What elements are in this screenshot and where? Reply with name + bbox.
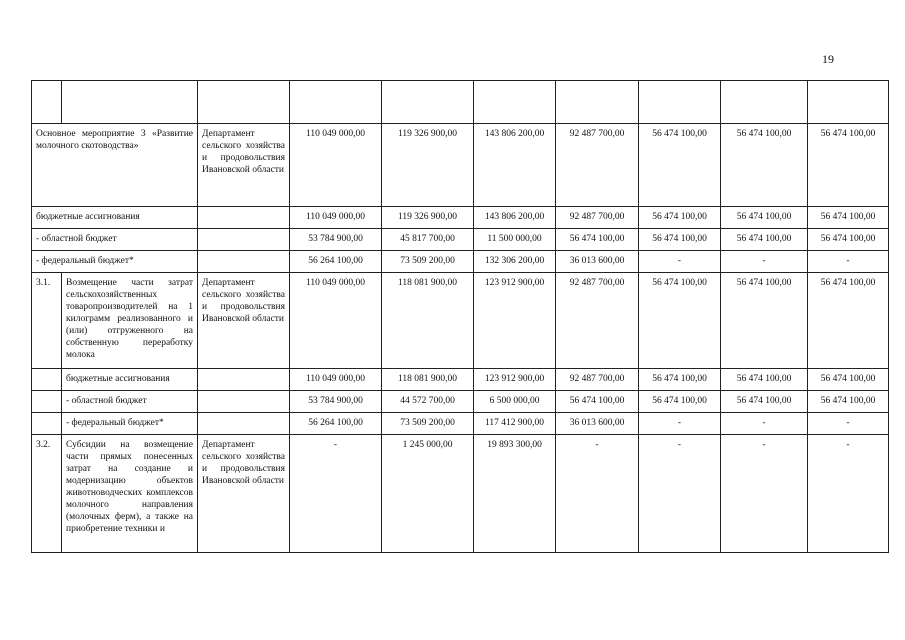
amount-cell: 56 474 100,00 xyxy=(721,273,808,369)
amount-cell: 56 474 100,00 xyxy=(556,391,639,413)
table-cell xyxy=(639,81,721,124)
amount-cell: 56 474 100,00 xyxy=(639,207,721,229)
page-number: 19 xyxy=(822,52,834,66)
responsible-department xyxy=(198,207,290,229)
table-cell xyxy=(556,81,639,124)
amount-cell: 6 500 000,00 xyxy=(474,391,556,413)
table-cell xyxy=(808,81,889,124)
amount-cell: - xyxy=(721,413,808,435)
amount-cell: 56 474 100,00 xyxy=(808,229,889,251)
amount-cell: 132 306 200,00 xyxy=(474,251,556,273)
amount-cell: 56 474 100,00 xyxy=(808,391,889,413)
table-cell xyxy=(62,81,198,124)
funding-source-label: - областной бюджет xyxy=(62,391,198,413)
amount-cell: 56 474 100,00 xyxy=(721,207,808,229)
amount-cell: 92 487 700,00 xyxy=(556,207,639,229)
amount-cell: 56 474 100,00 xyxy=(721,391,808,413)
amount-cell: 56 474 100,00 xyxy=(721,124,808,207)
amount-cell: 92 487 700,00 xyxy=(556,124,639,207)
table-cell xyxy=(32,391,62,413)
amount-cell: 92 487 700,00 xyxy=(556,273,639,369)
amount-cell: 56 474 100,00 xyxy=(721,369,808,391)
amount-cell: 36 013 600,00 xyxy=(556,413,639,435)
amount-cell: 73 509 200,00 xyxy=(382,413,474,435)
table-cell xyxy=(32,369,62,391)
amount-cell: 123 912 900,00 xyxy=(474,369,556,391)
responsible-department: Департамент сельского хозяйства и продовольствия Ивановской области xyxy=(198,435,290,553)
amount-cell: 143 806 200,00 xyxy=(474,207,556,229)
amount-cell: 118 081 900,00 xyxy=(382,369,474,391)
table-cell xyxy=(290,81,382,124)
amount-cell: 119 326 900,00 xyxy=(382,124,474,207)
amount-cell: 56 474 100,00 xyxy=(721,229,808,251)
amount-cell: 36 013 600,00 xyxy=(556,251,639,273)
table-cell xyxy=(721,81,808,124)
responsible-department xyxy=(198,229,290,251)
amount-cell: 56 474 100,00 xyxy=(639,273,721,369)
funding-source-label: бюджетные ассигнования xyxy=(62,369,198,391)
table-row xyxy=(32,229,889,251)
amount-cell: - xyxy=(639,413,721,435)
amount-cell: 119 326 900,00 xyxy=(382,207,474,229)
amount-cell: 110 049 000,00 xyxy=(290,207,382,229)
activity-description-cell xyxy=(62,435,198,553)
table-row xyxy=(32,273,889,369)
amount-cell: 56 474 100,00 xyxy=(808,273,889,369)
amount-cell: 56 474 100,00 xyxy=(808,124,889,207)
responsible-department: Департамент сельского хозяйства и продовольствия Ивановской области xyxy=(198,124,290,207)
item-number: 3.1. xyxy=(32,273,62,369)
table-cell xyxy=(198,81,290,124)
amount-cell: 73 509 200,00 xyxy=(382,251,474,273)
amount-cell: 123 912 900,00 xyxy=(474,273,556,369)
amount-cell: - xyxy=(290,435,382,553)
table-row xyxy=(32,369,889,391)
amount-cell: 44 572 700,00 xyxy=(382,391,474,413)
amount-cell: 56 474 100,00 xyxy=(808,207,889,229)
table-row xyxy=(32,435,889,553)
amount-cell: - xyxy=(639,251,721,273)
table-cell xyxy=(32,413,62,435)
amount-cell: - xyxy=(808,413,889,435)
amount-cell: - xyxy=(721,435,808,553)
amount-cell: 11 500 000,00 xyxy=(474,229,556,251)
table-row xyxy=(32,207,889,229)
amount-cell: 56 474 100,00 xyxy=(639,124,721,207)
amount-cell: 53 784 900,00 xyxy=(290,229,382,251)
responsible-department xyxy=(198,413,290,435)
responsible-department: Департамент сельского хозяйства и продовольствия Ивановской области xyxy=(198,273,290,369)
amount-cell: 92 487 700,00 xyxy=(556,369,639,391)
amount-cell: 56 474 100,00 xyxy=(639,229,721,251)
amount-cell: 143 806 200,00 xyxy=(474,124,556,207)
amount-cell: 110 049 000,00 xyxy=(290,273,382,369)
amount-cell: 56 264 100,00 xyxy=(290,413,382,435)
amount-cell: - xyxy=(721,251,808,273)
responsible-department xyxy=(198,251,290,273)
funding-source-label: - областной бюджет xyxy=(32,229,198,251)
amount-cell: 110 049 000,00 xyxy=(290,124,382,207)
amount-cell: 53 784 900,00 xyxy=(290,391,382,413)
amount-cell: 117 412 900,00 xyxy=(474,413,556,435)
table-row-empty xyxy=(32,81,889,124)
funding-source-label: - федеральный бюджет* xyxy=(32,251,198,273)
table-cell xyxy=(474,81,556,124)
amount-cell: 1 245 000,00 xyxy=(382,435,474,553)
amount-cell: - xyxy=(556,435,639,553)
amount-cell: 110 049 000,00 xyxy=(290,369,382,391)
item-number: 3.2. xyxy=(32,435,62,553)
amount-cell: 45 817 700,00 xyxy=(382,229,474,251)
responsible-department xyxy=(198,391,290,413)
table-cell xyxy=(382,81,474,124)
amount-cell: - xyxy=(808,435,889,553)
table-row xyxy=(32,391,889,413)
table-row xyxy=(32,124,889,207)
amount-cell: 56 474 100,00 xyxy=(639,391,721,413)
amount-cell: - xyxy=(808,251,889,273)
budget-table xyxy=(31,80,889,553)
table-row xyxy=(32,413,889,435)
responsible-department xyxy=(198,369,290,391)
funding-source-label: - федеральный бюджет* xyxy=(62,413,198,435)
activity-description: Возмещение части затрат сельскохозяйственных товаропроизводителей на 1 килограмм реализованного и (или) отгруженного на собственную переработку молока xyxy=(62,273,198,369)
activity-description: Основное мероприятие 3 «Развитие молочного скотоводства» xyxy=(32,124,198,207)
table-cell xyxy=(32,81,62,124)
amount-cell: 118 081 900,00 xyxy=(382,273,474,369)
amount-cell: 56 474 100,00 xyxy=(808,369,889,391)
table-row xyxy=(32,251,889,273)
amount-cell: 56 474 100,00 xyxy=(556,229,639,251)
activity-description: Субсидии на возмещение части прямых понесенных затрат на создание и модернизацию объектов животноводческих комплексов молочного направления (молочных ферм), а также на приобретение техники и xyxy=(66,440,193,534)
amount-cell: 19 893 300,00 xyxy=(474,435,556,553)
amount-cell: 56 264 100,00 xyxy=(290,251,382,273)
funding-source-label: бюджетные ассигнования xyxy=(32,207,198,229)
amount-cell: - xyxy=(639,435,721,553)
amount-cell: 56 474 100,00 xyxy=(639,369,721,391)
